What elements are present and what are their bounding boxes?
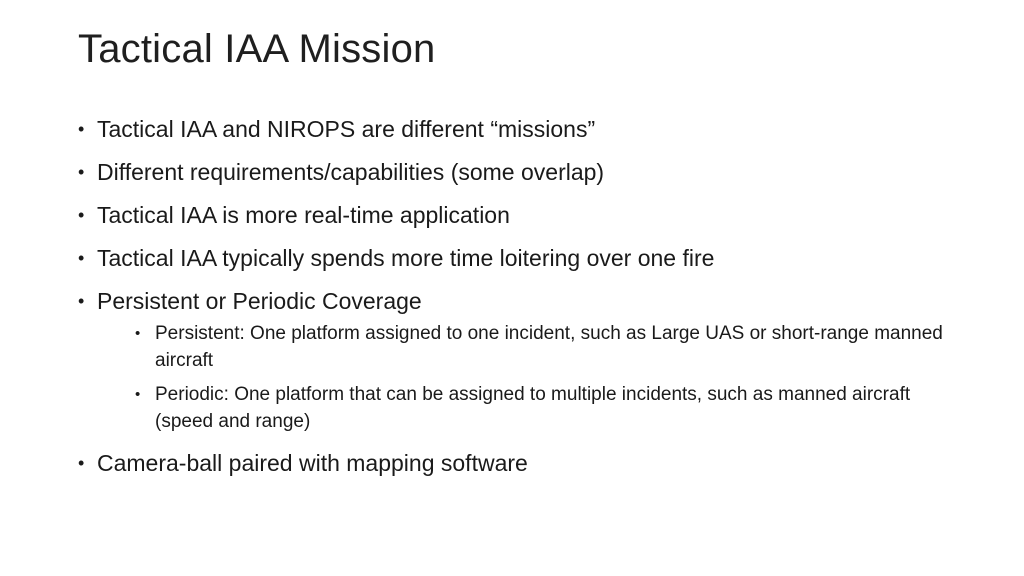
bullet-icon: •	[78, 248, 85, 268]
bullet-text: Persistent or Periodic Coverage	[97, 288, 422, 314]
slide-title: Tactical IAA Mission	[78, 27, 436, 71]
bullet-icon: •	[78, 162, 85, 182]
bullet-text: Tactical IAA is more real-time application	[97, 202, 510, 228]
sub-bullet-list	[97, 320, 958, 435]
sub-bullet-text: Persistent: One platform assigned to one incident, such as Large UAS or short-range manned aircraft	[155, 323, 943, 371]
bullet-item-real-time	[78, 200, 958, 230]
bullet-item-camera-ball	[78, 448, 958, 478]
bullet-item-loitering	[78, 243, 958, 273]
bullet-text: Different requirements/capabilities (some overlap)	[97, 159, 605, 185]
bullet-icon: •	[78, 453, 85, 473]
sub-bullet-icon: •	[135, 386, 141, 403]
bullet-item-requirements	[78, 157, 958, 187]
bullet-item-tactical-vs-nirops	[78, 114, 958, 144]
sub-bullet-text: Periodic: One platform that can be assigned to multiple incidents, such as manned aircraft (speed and range)	[155, 384, 911, 432]
bullet-icon: •	[78, 205, 85, 225]
bullet-list	[78, 114, 958, 491]
bullet-text: Camera-ball paired with mapping software	[97, 450, 528, 476]
bullet-item-coverage	[78, 286, 958, 435]
bullet-icon: •	[78, 291, 85, 311]
bullet-text: Tactical IAA typically spends more time loitering over one fire	[97, 245, 715, 271]
sub-bullet-icon: •	[135, 325, 141, 342]
bullet-text: Tactical IAA and NIROPS are different “missions”	[97, 116, 596, 142]
sub-bullet-item-persistent	[97, 320, 965, 374]
bullet-icon: •	[78, 119, 85, 139]
sub-bullet-item-periodic	[97, 381, 965, 435]
